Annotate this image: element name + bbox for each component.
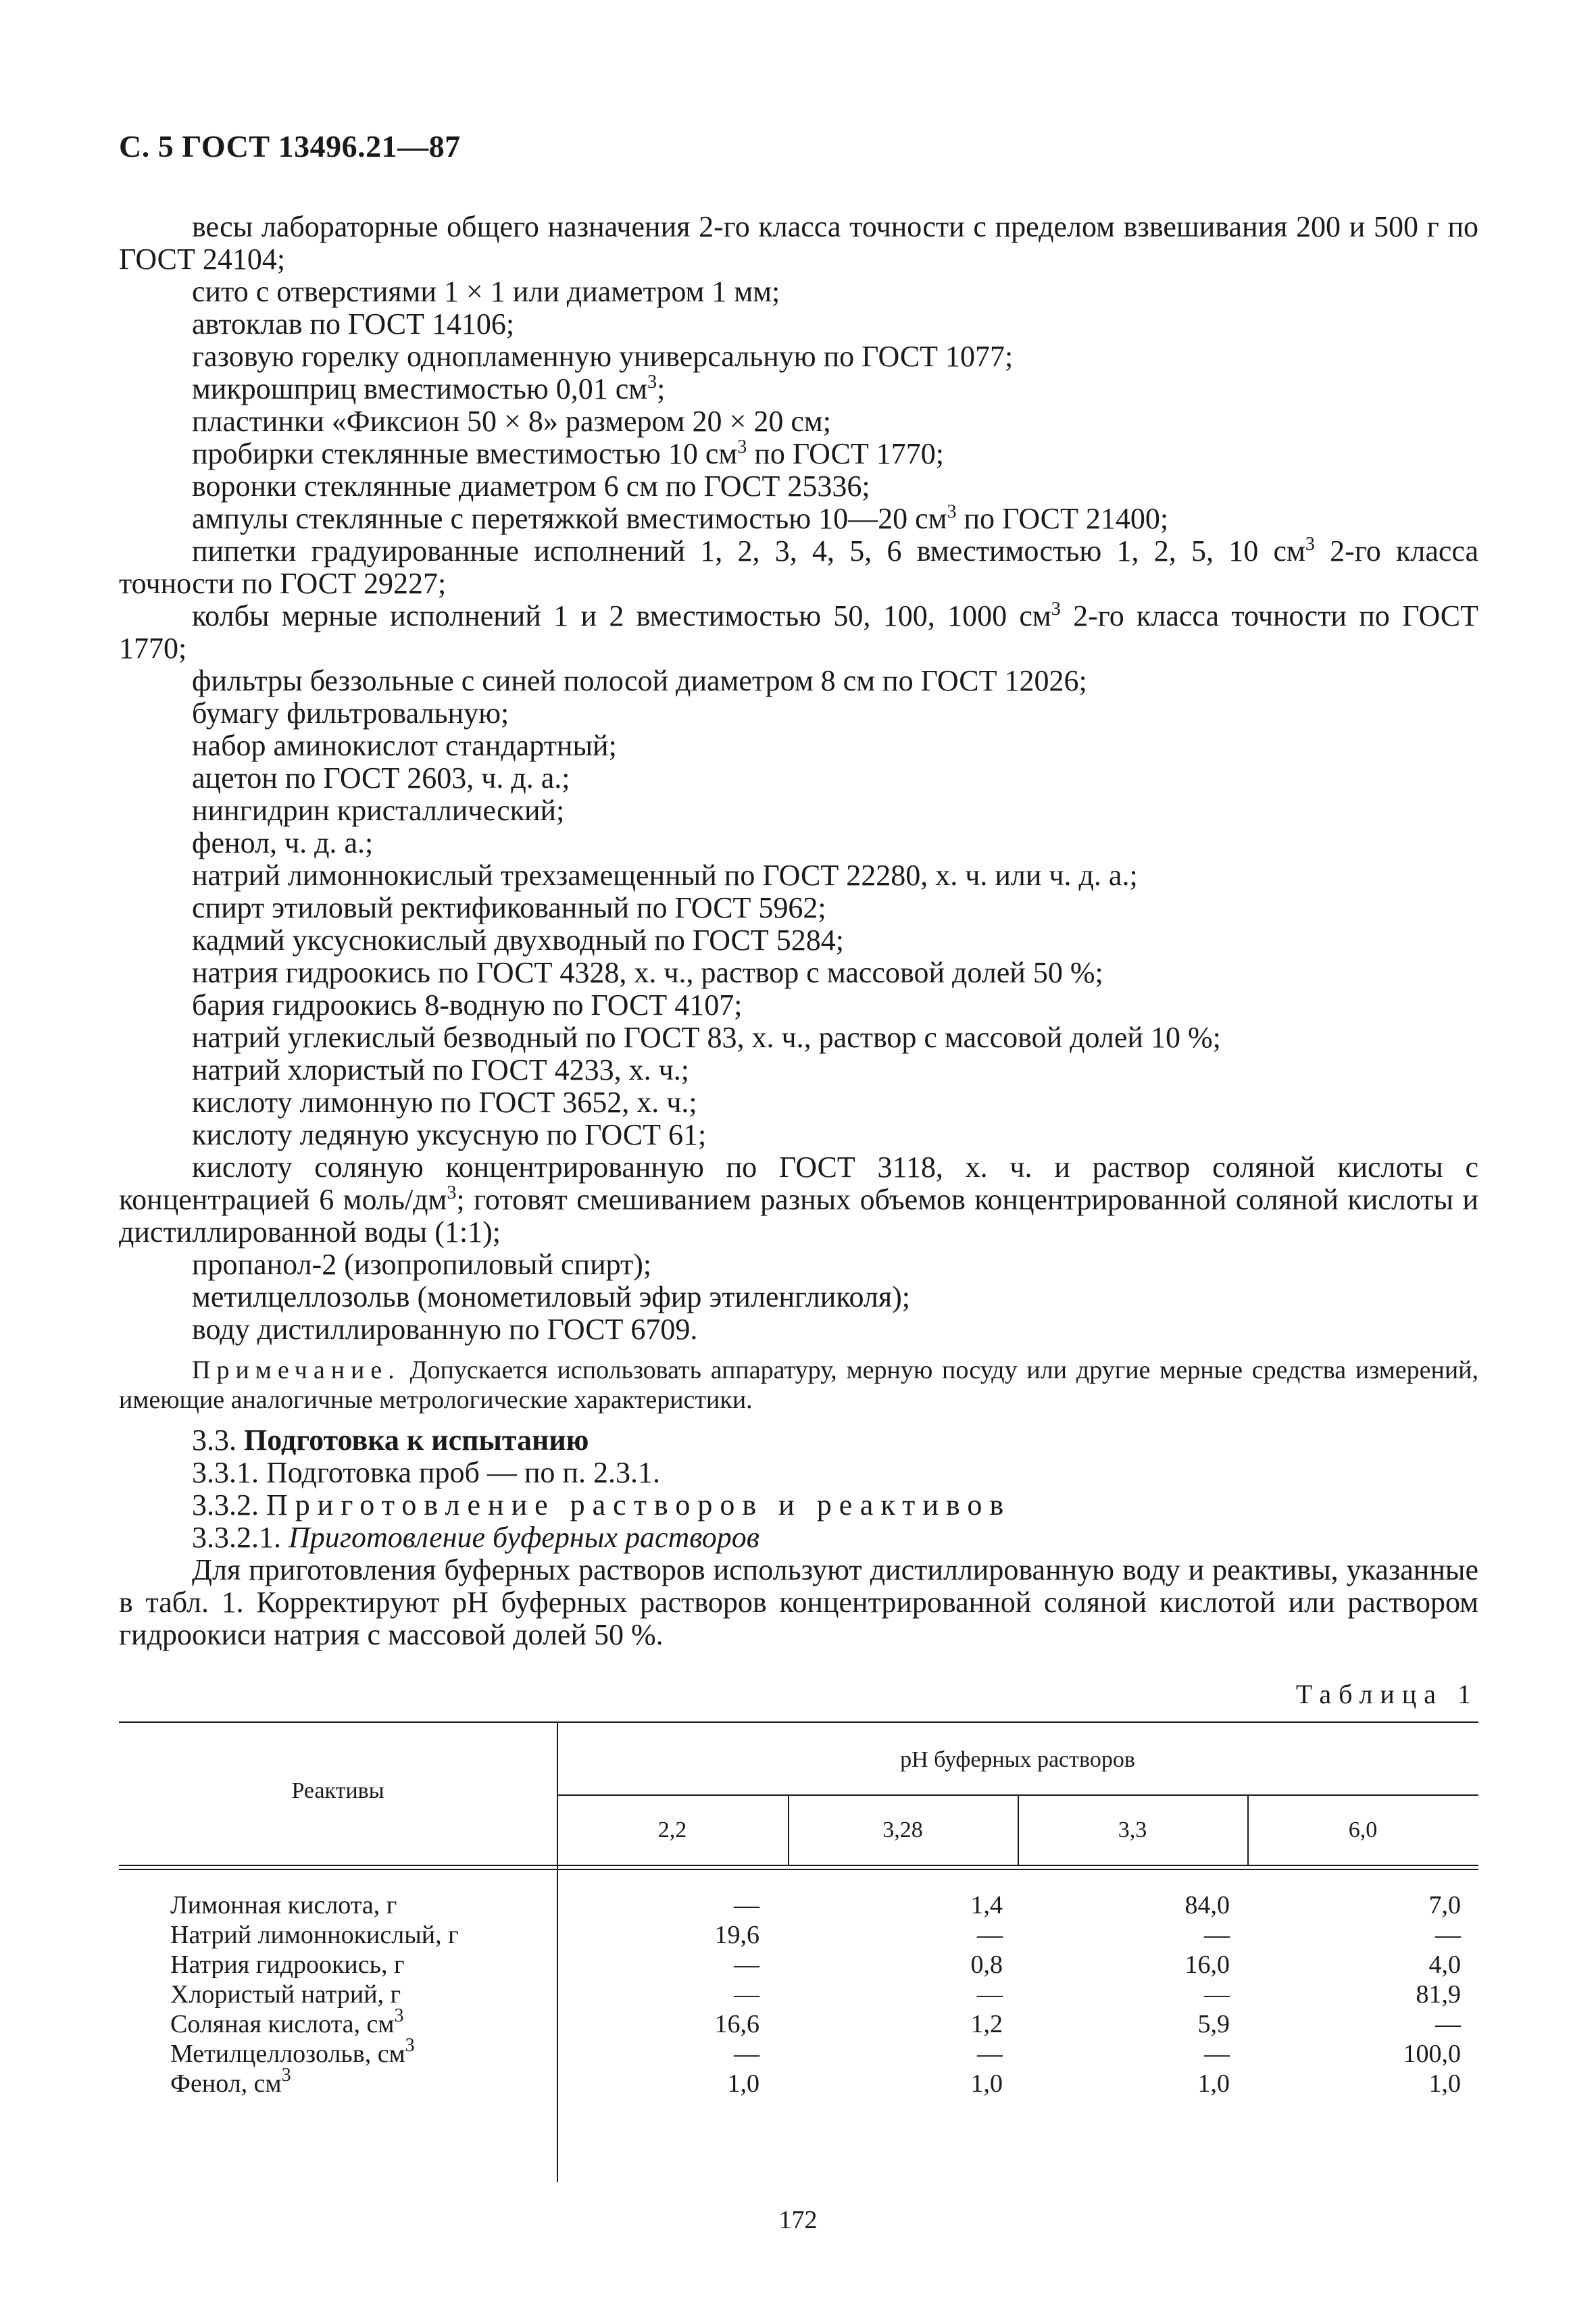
table-row — [119, 2065, 1478, 2098]
table-cell: 1,0 — [727, 2069, 759, 2098]
section-3-3-2 — [119, 1489, 1478, 1521]
table-cell: — — [977, 1980, 1003, 2009]
table-cell: — — [734, 2040, 759, 2068]
equipment-item: набор аминокислот стандартный; — [192, 729, 617, 762]
table-cell: 84,0 — [1184, 1891, 1230, 1919]
header-col-1: 2,2 — [657, 1817, 687, 1842]
table-row — [119, 1890, 1478, 1920]
reagent-name: Соляная кислота, $см^3$ — [170, 2005, 404, 2038]
equipment-item: кислоту ледяную уксусную по ГОСТ 61; — [192, 1118, 707, 1151]
equipment-item: автоклав по ГОСТ 14106; — [192, 307, 515, 341]
reagent-name: Метилцеллозольв, $см^3$ — [170, 2035, 415, 2068]
table-row — [119, 1950, 1478, 1980]
table-cell: 16,0 — [1184, 1951, 1230, 1979]
equipment-item: натрий лимоннокислый трехзамещенный по ГОСТ 22280, х. ч. или ч. д. а.; — [192, 859, 1138, 892]
section-number: 3.3.2.1. — [192, 1521, 281, 1554]
table-cell: — — [1435, 2010, 1461, 2038]
reagent-name: Натрия гидроокись, г — [170, 1951, 405, 1979]
table-rule-top — [119, 1721, 1478, 1723]
header-col-2: 3,28 — [882, 1817, 923, 1842]
table-cell: 19,6 — [714, 1921, 759, 1949]
equipment-item: нингидрин кристаллический; — [192, 794, 565, 827]
table-cell: — — [1204, 1921, 1230, 1949]
equipment-item: кислоту соляную концентрированную по ГОСТ 3118, х. ч. и раствор соляной кислоты с концентрацией 6 моль/$дм^3$; готовят смешиванием разных объемов концентрированной соляной кислоты и дистиллированной воды (1:1); — [119, 1151, 1478, 1249]
page-number: 172 — [778, 2206, 818, 2234]
equipment-item: фенол, ч. д. а.; — [192, 826, 374, 859]
equipment-item: ампулы стеклянные с перетяжкой вместимостью 10—20 $см^3$ по ГОСТ 21400; — [192, 501, 1169, 535]
table-cell: — — [734, 1951, 759, 1979]
table-cell: 16,6 — [714, 2010, 759, 2038]
table-cell: — — [977, 1921, 1003, 1949]
equipment-item: бумагу фильтровальную; — [192, 697, 509, 730]
equipment-item: кислоту лимонную по ГОСТ 3652, х. ч.; — [192, 1086, 697, 1119]
equipment-item: колбы мерные исполнений 1 и 2 вместимостью 50, 100, 1000 $см^3$ 2-го класса точности по ГОСТ 1770; — [119, 599, 1478, 665]
table-row — [119, 2035, 1478, 2069]
section-3-3-2-1 — [119, 1521, 1478, 1554]
table-row — [119, 1980, 1478, 2009]
table-row — [119, 2005, 1478, 2039]
reagent-name: Фенол, $см^3$ — [170, 2065, 291, 2098]
table-row — [119, 1920, 1478, 1950]
equipment-item: кадмий уксуснокислый двухводный по ГОСТ 5284; — [192, 924, 844, 957]
note-text: Допускается использовать аппаратуру, мерную посуду или другие мерные средства измерений, имеющие аналогичные метрологические характеристики. — [119, 1356, 1478, 1414]
equipment-item: пипетки градуированные исполнений 1, 2, 3, 4, 5, 6 вместимостью 1, 2, 5, 10 $см^3$ 2-го класса точности по ГОСТ 29227; — [119, 534, 1478, 600]
table-cell: 7,0 — [1428, 1891, 1461, 1919]
equipment-item: натрий хлористый по ГОСТ 4233, х. ч.; — [192, 1053, 689, 1086]
table-cell: 4,0 — [1428, 1951, 1461, 1979]
table-cell: 1,2 — [970, 2010, 1003, 2038]
table-caption: Таблица 1 — [1295, 1679, 1478, 1709]
equipment-item: натрия гидроокись по ГОСТ 4328, х. ч., раствор с массовой долей 50 %; — [192, 956, 1103, 989]
equipment-item: натрий углекислый безводный по ГОСТ 83, х. ч., раствор с массовой долей 10 %; — [192, 1021, 1221, 1054]
section-3-3 — [119, 1424, 1478, 1457]
table-cell: — — [1435, 1921, 1461, 1949]
header-col-3: 3,3 — [1118, 1817, 1147, 1842]
buffer-paragraph: Для приготовления буферных растворов используют дистиллированную воду и реактивы, указанные в табл. 1. Корректируют pH буферных растворов концентрированной соляной кислотой или раствором гидроокиси натрия с массовой долей 50 %. — [119, 1553, 1478, 1651]
equipment-item: ацетон по ГОСТ 2603, ч. д. а.; — [192, 761, 570, 795]
section-title: Приготовление растворов и реактивов — [266, 1488, 1012, 1521]
equipment-item: пластинки «Фиксион 50 × 8» размером 20 × 20 см; — [192, 405, 831, 438]
equipment-item: спирт этиловый ректификованный по ГОСТ 5962; — [192, 891, 826, 924]
table-cell: 0,8 — [970, 1951, 1003, 1979]
table-cell: 100,0 — [1403, 2040, 1461, 2068]
table-cell: 1,0 — [1428, 2069, 1461, 2098]
equipment-item: сито с отверстиями 1 × 1 или диаметром 1 мм; — [192, 275, 780, 308]
header-ph: pH буферных растворов — [900, 1747, 1135, 1772]
section-number: 3.3.2. — [192, 1488, 259, 1521]
table-cell: 5,9 — [1197, 2010, 1230, 2038]
table-cell: — — [734, 1891, 759, 1919]
note — [119, 1355, 1478, 1415]
equipment-item: метилцеллозольв (монометиловый эфир этиленгликоля); — [192, 1280, 910, 1313]
document-body — [119, 211, 1478, 1651]
section-title: Подготовка к испытанию — [244, 1424, 589, 1457]
table-cell: — — [1204, 2040, 1230, 2068]
equipment-item: микрошприц вместимостью 0,01 $см^3$; — [192, 372, 666, 405]
table-cell: 1,0 — [1197, 2069, 1230, 2098]
equipment-item: воду дистиллированную по ГОСТ 6709. — [192, 1313, 698, 1346]
equipment-item: пропанол-2 (изопропиловый спирт); — [192, 1248, 652, 1281]
table-cell: — — [734, 1980, 759, 2009]
table-cell: — — [977, 2040, 1003, 2068]
section-number: 3.3. — [192, 1424, 236, 1457]
table-cell: 1,0 — [970, 2069, 1003, 2098]
equipment-item: весы лабораторные общего назначения 2-го класса точности с пределом взвешивания 200 и 500 г по ГОСТ 24104; — [119, 210, 1478, 276]
note-label: Примечание. — [192, 1356, 401, 1384]
header-col-4: 6,0 — [1348, 1817, 1378, 1842]
equipment-list — [119, 211, 1478, 1346]
equipment-item: бария гидроокись 8-водную по ГОСТ 4107; — [192, 988, 743, 1022]
page-header: С. 5 ГОСТ 13496.21—87 — [119, 129, 461, 164]
reagent-name: Лимонная кислота, г — [170, 1891, 397, 1919]
equipment-item: воронки стеклянные диаметром 6 см по ГОСТ 25336; — [192, 470, 870, 503]
table-cell: 1,4 — [970, 1891, 1003, 1919]
table-rule-double — [119, 1865, 1478, 1870]
table-cell: — — [1204, 1980, 1230, 2009]
header-reagents: Реактивы — [291, 1778, 384, 1803]
section-3-3-1: 3.3.1. Подготовка проб — по п. 2.3.1. — [192, 1456, 660, 1489]
reagent-name: Натрий лимоннокислый, г — [170, 1921, 459, 1949]
reagent-name: Хлористый натрий, г — [170, 1980, 401, 2009]
table-cell: 81,9 — [1416, 1980, 1461, 2009]
equipment-item: фильтры беззольные с синей полосой диаметром 8 см по ГОСТ 12026; — [192, 664, 1087, 697]
equipment-item: газовую горелку однопламенную универсальную по ГОСТ 1077; — [192, 340, 1014, 373]
equipment-item: пробирки стеклянные вместимостью 10 $см^3$ по ГОСТ 1770; — [192, 436, 944, 470]
section-title: Приготовление буферных растворов — [289, 1521, 759, 1554]
